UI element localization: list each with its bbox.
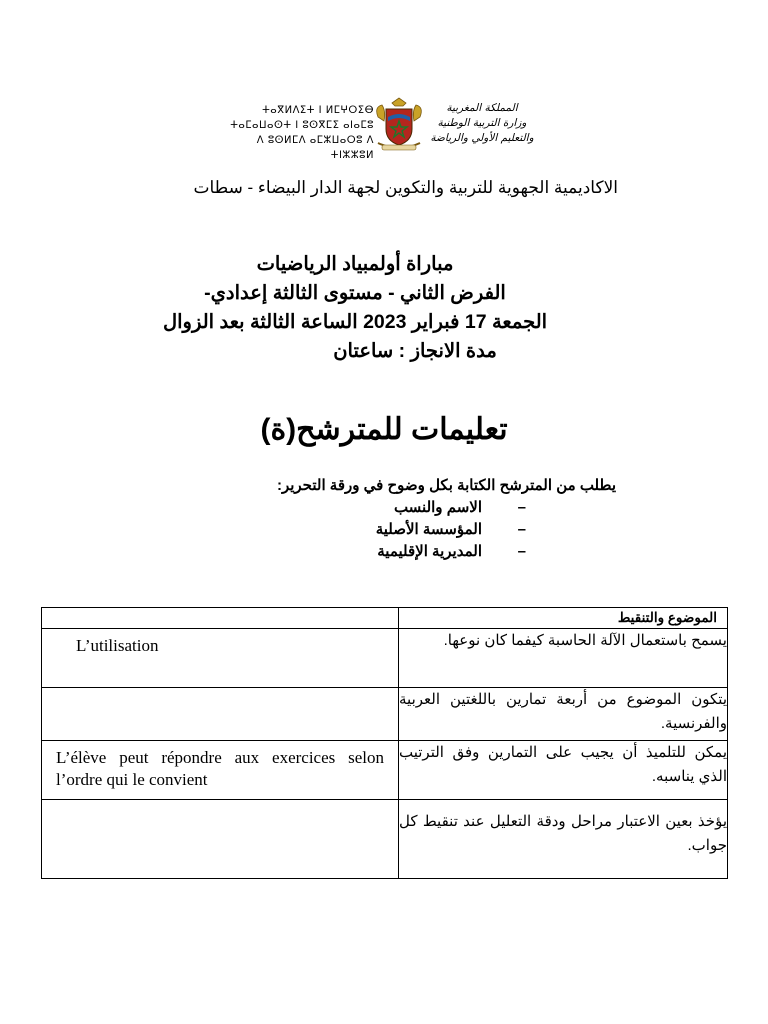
exam-title-block [100, 250, 610, 366]
moroccan-coat-of-arms-icon [372, 97, 426, 155]
list-item: –المديرية الإقليمية [377, 543, 526, 560]
instructions-title: تعليمات للمترشح(ة) [260, 413, 508, 446]
arabic-ministry-name [428, 101, 536, 146]
table-cell-fr [42, 800, 398, 808]
ministry-line-2: وزارة التربية الوطنية [437, 117, 527, 129]
table-header-ar: الموضوع والتنقيط [399, 608, 728, 629]
table-header-fr [42, 608, 399, 629]
table-cell-ar: يسمح باستعمال الآلة الحاسبة كيفما كان نوعها. [399, 629, 728, 688]
tifinagh-line-2: ⵜⴰⵎⴰⵡⴰⵙⵜ ⵏ ⵓⵙⴳⵎⵉ ⴰⵏⴰⵎⵓ [230, 120, 374, 131]
tifinagh-line-3: ⴷ ⵓⵙⵍⵎⴷ ⴰⵎⵣⵡⴰⵔⵓ ⴷ ⵜⵏⵣⵣⵓⵍ [256, 135, 374, 161]
table-cell-fr [42, 688, 398, 696]
table-cell-fr: L’élève peut répondre aux exercices selon l’ordre qui le convient [56, 748, 384, 789]
exam-level: الفرض الثاني - مستوى الثالثة إعدادي- [204, 282, 506, 304]
table-row [42, 741, 728, 800]
rules-table [41, 607, 728, 879]
exam-title: مباراة أولمبياد الرياضيات [256, 253, 454, 275]
instructions-list [376, 497, 526, 563]
table-row [42, 688, 728, 741]
ministry-line-1: المملكة المغربية [446, 102, 518, 114]
list-item: –الاسم والنسب [393, 499, 526, 516]
tifinagh-ministry-name [222, 103, 374, 163]
academy-name: الاكاديمية الجهوية للتربية والتكوين لجهة الدار البيضاء - سطات [193, 178, 618, 197]
exam-date: الجمعة 17 فبراير 2023 الساعة الثالثة بعد الزوال [162, 311, 548, 333]
table-header-row [42, 608, 728, 629]
ministry-line-3: والتعليم الأولي والرياضة [430, 132, 534, 144]
exam-duration: مدة الانجاز : ساعتان [333, 340, 497, 362]
page-header [0, 95, 768, 165]
list-item: –المؤسسة الأصلية [375, 521, 526, 538]
table-row [42, 629, 728, 688]
table-cell-ar: يتكون الموضوع من أربعة تمارين باللغتين العربية والفرنسية. [399, 688, 728, 741]
instructions-intro: يطلب من المترشح الكتابة بكل وضوح في ورقة التحرير: [276, 477, 616, 494]
table-cell-fr: L’utilisation [76, 636, 159, 655]
tifinagh-line-1: ⵜⴰⴳⵍⴷⵉⵜ ⵏ ⵍⵎⵖⵔⵉⴱ [262, 105, 374, 116]
table-row [42, 800, 728, 879]
table-cell-ar: يمكن للتلميذ أن يجيب على التمارين وفق الترتيب الذي يناسبه. [399, 741, 728, 800]
table-cell-ar: يؤخذ بعين الاعتبار مراحل ودقة التعليل عند تنقيط كل جواب. [399, 800, 728, 879]
